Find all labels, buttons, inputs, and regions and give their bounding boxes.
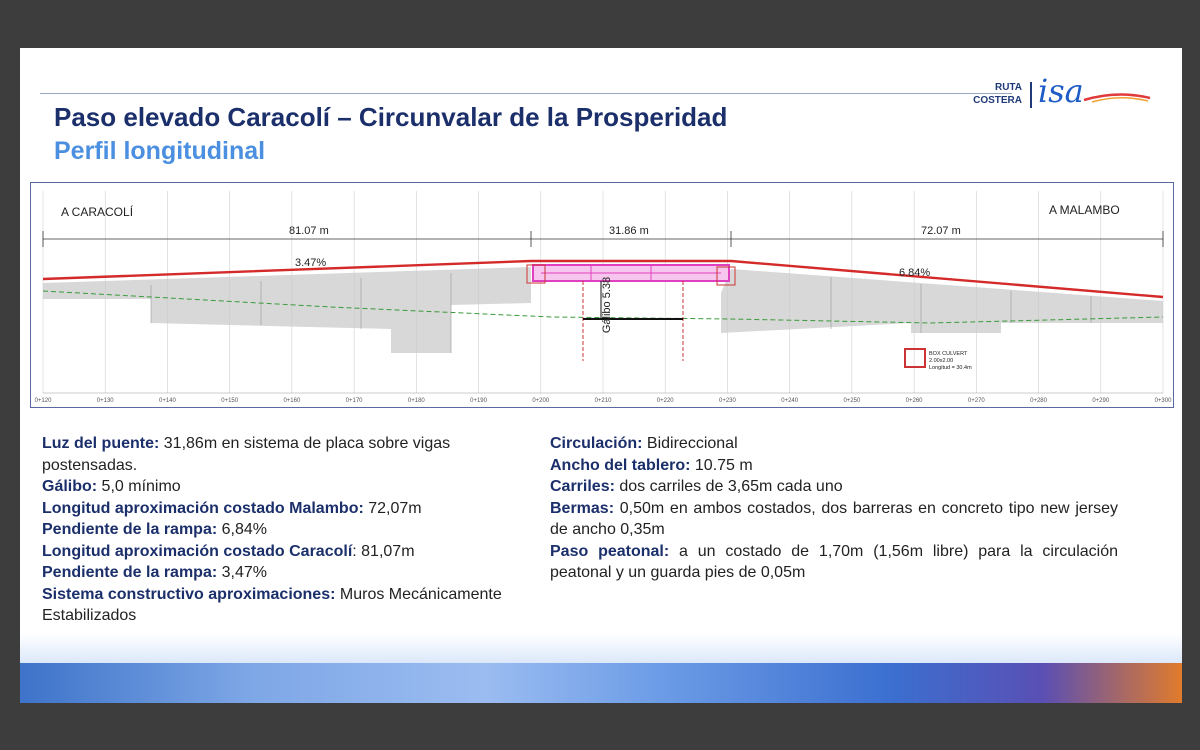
right-spec-value: a un costado de 1,70m (1,56m libre) para la circulación peatonal y un guarda pies de 0,05m — [550, 542, 1118, 581]
right-spec-label: Circulación: — [550, 435, 643, 452]
left-spec-value: 31,86m en sistema de placa sobre vigas postensadas. — [42, 435, 451, 474]
left-spec-label: Pendiente de la rampa: — [42, 564, 218, 581]
logo-line2: COSTERA — [973, 95, 1022, 106]
station-label: 0+140 — [159, 398, 176, 404]
right-spec-label: Ancho del tablero: — [550, 456, 691, 474]
right-direction-label: A MALAMBO — [1049, 203, 1120, 217]
right-spec-value: Bidireccional — [642, 435, 738, 452]
right-spec-label: Carriles: — [550, 478, 615, 495]
header-rule — [40, 93, 1012, 94]
station-label: 0+240 — [781, 398, 799, 404]
dim-center: 31.86 m — [609, 225, 649, 237]
station-label: 0+300 — [1154, 398, 1172, 404]
logo-divider — [1030, 82, 1032, 108]
right-spec-item — [550, 455, 1118, 477]
station-label: 0+130 — [96, 398, 114, 404]
ruta-costera-isa-logo — [972, 72, 1157, 114]
left-spec-item — [42, 498, 522, 520]
left-spec-item — [42, 541, 522, 563]
right-spec-item — [550, 476, 1118, 498]
left-spec-value: : 81,07m — [352, 542, 415, 560]
left-spec-label: Gálibo: — [42, 478, 98, 495]
left-spec-label: Longitud aproximación costado Malambo: — [42, 499, 364, 517]
culvert-label-1: BOX CULVERT — [929, 351, 968, 357]
logo-line1: RUTA — [994, 82, 1022, 93]
station-label: 0+150 — [221, 398, 239, 404]
station-label: 0+260 — [905, 398, 923, 404]
culvert-label-3: Longitud = 30.4m — [929, 365, 972, 371]
left-direction-label: A CARACOLÍ — [61, 205, 134, 219]
station-label: 0+250 — [843, 398, 861, 404]
right-spec-item — [550, 433, 1118, 455]
station-label: 0+190 — [470, 398, 487, 404]
logo-brand: isa — [1038, 72, 1084, 110]
left-spec-item — [42, 519, 522, 541]
right-spec-item — [550, 541, 1118, 584]
left-spec-value: 3,47% — [217, 564, 267, 581]
left-spec-item — [42, 433, 522, 476]
station-label: 0+200 — [532, 398, 550, 404]
station-label: 0+280 — [1030, 398, 1047, 404]
dim-right: 72.07 m — [921, 225, 961, 237]
station-label: 0+170 — [345, 398, 363, 404]
left-spec-value: 5,0 mínimo — [97, 478, 181, 495]
slide — [20, 48, 1182, 703]
slope-left: 3.47% — [295, 257, 327, 269]
page-title: Paso elevado Caracolí – Circunvalar de la Prosperidad — [54, 102, 728, 132]
station-label: 0+230 — [719, 398, 736, 404]
right-specs — [550, 433, 1118, 584]
left-spec-item — [42, 584, 522, 627]
left-spec-item — [42, 562, 522, 584]
station-label: 0+120 — [34, 398, 52, 404]
right-spec-value: 0,50m en ambos costados, dos barreras en concreto tipo new jersey de ancho 0,35m — [550, 499, 1118, 538]
left-spec-value: Muros Mecánicamente Estabilizados — [42, 585, 502, 624]
footer-fade — [20, 633, 1182, 663]
logo-text — [972, 81, 1022, 107]
longitudinal-profile-drawing — [30, 182, 1174, 408]
left-spec-label: Sistema constructivo aproximaciones: — [42, 585, 336, 603]
left-specs — [42, 433, 522, 627]
left-spec-label: Longitud aproximación costado Caracolí — [42, 542, 353, 560]
left-spec-label: Pendiente de la rampa: — [42, 521, 218, 538]
culvert-label-2: 2.00x2.00 — [929, 358, 954, 364]
station-label: 0+180 — [407, 398, 425, 404]
station-label: 0+160 — [283, 398, 301, 404]
left-spec-label: Luz del puente: — [42, 435, 160, 452]
station-label: 0+290 — [1092, 398, 1110, 404]
right-spec-value: dos carriles de 3,65m cada uno — [614, 478, 843, 495]
right-spec-item — [550, 498, 1118, 541]
station-label: 0+210 — [594, 398, 612, 404]
right-spec-label: Paso peatonal: — [550, 542, 670, 560]
dim-left: 81.07 m — [289, 225, 329, 237]
station-label: 0+220 — [656, 398, 674, 404]
galibo-label: Gálibo 5.38 — [601, 276, 614, 334]
station-label: 0+270 — [967, 398, 985, 404]
footer-band — [20, 663, 1182, 703]
logo-swoosh-icon — [1082, 92, 1152, 104]
slope-right: 6.84% — [899, 267, 931, 279]
right-spec-label: Bermas: — [550, 499, 615, 517]
left-spec-value: 72,07m — [363, 499, 422, 517]
left-spec-value: 6,84% — [217, 521, 267, 538]
right-spec-value: 10.75 m — [690, 456, 753, 474]
page-subtitle: Perfil longitudinal — [54, 137, 266, 165]
left-spec-item — [42, 476, 522, 498]
